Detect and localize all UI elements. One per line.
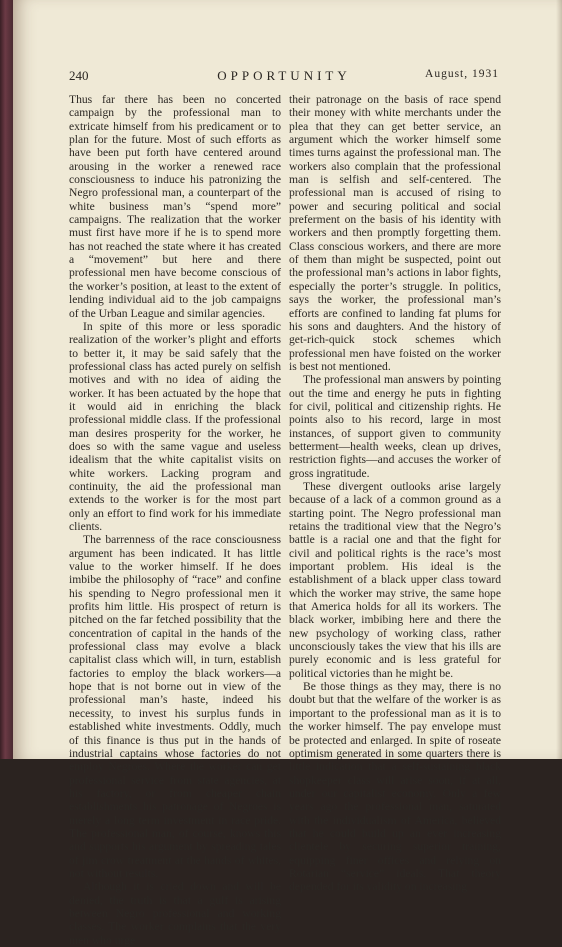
book-binding [0,0,13,759]
paragraph: their patronage on the basis of race spend their money with white merchants under the plea that they can get better service, an argument which the worker himself some times turns against the professional man. The workers also complain that the professional man is selfish and self-centered. The professional man is accused of rising to power and securing political and social preferment on the basis of his identity with workers and then promptly forgetting them. Class conscious workers, and there are more of them than might be suspected, point out the professional man’s actions in labor fights, especially the porter’s struggle. In politics, says the worker, the professional man’s efforts are confined to landing fat plums for his sons and daughters. And the history of get-rich-quick stock schemes which professional men have foisted on the worker is best not mentioned. [289,93,501,373]
magazine-title: OPPORTUNITY [217,68,351,83]
paragraph: In spite of this more or less sporadic realization of the worker’s plight and efforts to better it, it may be said safely that the professional class has acted purely on selfish motives and with no idea of aiding the worker. It has been actuated by the hope that it would aid in enriching the black professional middle class. If the professional man desires prosperity for the worker, he does so with the same vague and useless idealism that the white capitalist visits on white workers. Lacking program and continuity, the aid the professional man extends to the worker is for the most part only an effort to find work for his immediate clients. [69,319,281,533]
paragraph: The professional man answers by pointing out the time and energy he puts in fighting for civil, political and citizenship rights. He points also to his record, large in most instances, of support given to community betterment—health weeks, clean up drives, restriction fights—and accuses the worker of gross ingratitude. [289,373,501,480]
right-column [289,93,501,894]
page-number: 240 [69,68,89,83]
paragraph: Be those things as they may, there is no doubt but that the welfare of the worker is as important to the professional man as it is to the worker himself. The pay envelope must be protected and enlarged. In spite of roseate optimism generated in some quarters there is little indication that a self-sustaining black shopkeeper class will arise soon, if at all, under our capitalist economy. Only a few years ago the professional man, saturated with the individualism of America, believed that he could build up an ever increasing clientele by securing superior training, equipping finer offices and relying on Rotarian “service” ideals. That theory depended for its validity on increasing [289,680,501,894]
paragraph: Although it is cried down and will be denied, the truth is that a gulf is arising between Negro professional and working classes. The worker complains that the very men who urge [69,880,281,947]
page-edge-shadow [556,0,562,759]
paragraph: The barrenness of the race consciousness argument has been indicated. It has little value to the worker himself. If he does imbibe the philosophy of “race” and confine his spending to Negro professional men it profits him little. His prospect of return is pitched on the far fetched possibility that the concentration of capital in the hands of the professional class may evolve a black capitalist class which will, in turn, establish factories to employ the black workers—a hope that is not borne out in view of the professional man’s haste, indeed his necessity, to invest his surplus funds in established white investments. Oddly, much of this finance is thus put in the hands of industrial captains whose factories do not employ Negroes. Where the worker can get professional service from state agencies, at his factory, or from cheaper chain establishments his patronage of Negroes is merely a long term investment in race pride. The professional man, of course, knows this and supports his argument by spreading tales of jim crow treatment at the hands of whites, not without results. [69,533,281,880]
left-column [69,93,281,947]
issue-date: August, 1931 [425,68,499,80]
running-header [69,68,499,86]
paragraph: These divergent outlooks arise largely because of a lack of a common ground as a starting point. The Negro professional man retains the traditional view that the Negro’s battle is a racial one and that the fight for civil and political rights is the race’s most important problem. His ideal is the establishment of a black upper class toward which the worker may strive, the same hope that America holds for all its workers. The black worker, imbibing here and there the new psychology of working class, rather unconsciously takes the view that his ills are purely economic and is less grateful for political victories than he might be. [289,479,501,680]
paragraph: Thus far there has been no concerted campaign by the professional man to extricate himself from his predicament or to plan for the future. Most of such efforts as have been put forth have centered around arousing in the worker a renewed race consciousness to induce his patronizing the Negro professional man, a counterpart of the white business man’s “spend more” campaigns. The realization that the worker must first have more if he is to spend more has not reached the state where it has created a “movement” but here and there professional men have become conscious of the worker’s position, at least to the extent of lending individual aid to the job campaigns of the Urban League and similar agencies. [69,93,281,320]
